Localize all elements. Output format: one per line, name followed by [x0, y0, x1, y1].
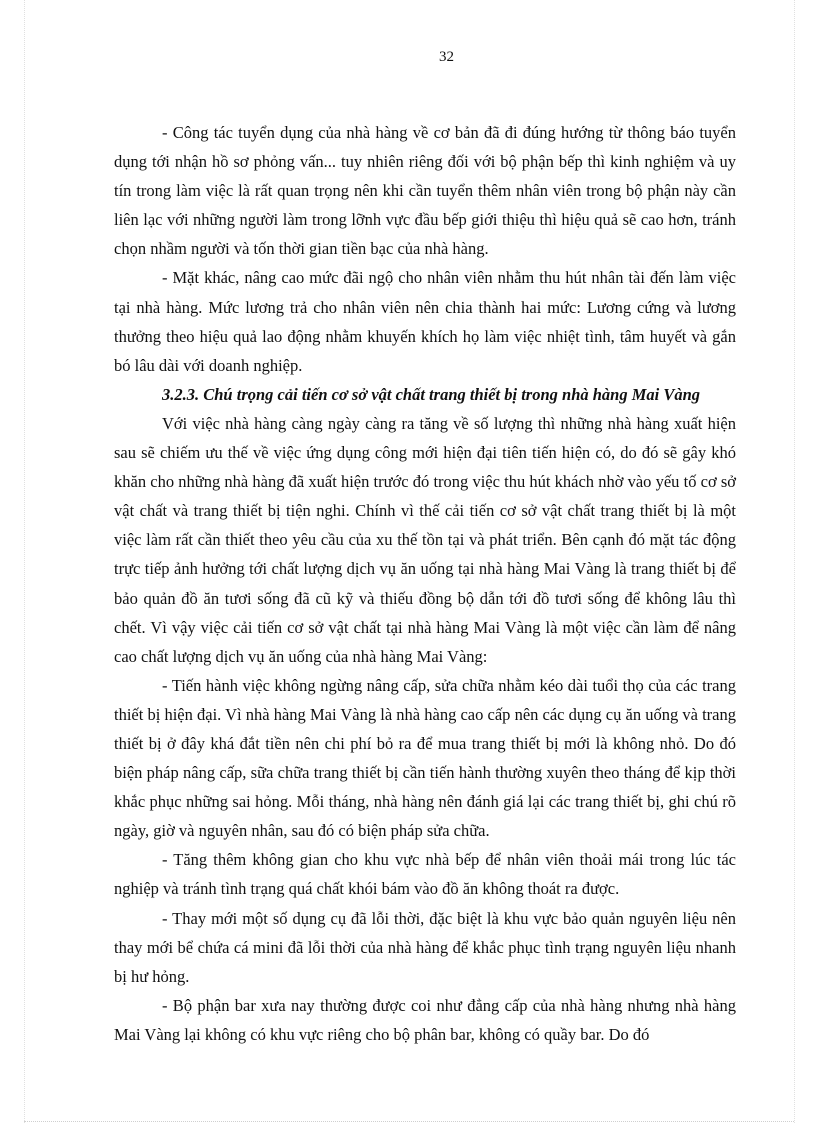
page-frame-right — [794, 0, 795, 1123]
page-number: 32 — [439, 49, 454, 65]
paragraph-bar-area: - Bộ phận bar xưa nay thường được coi như đẳng cấp của nhà hàng nhưng nhà hàng Mai Vàng lại không có khu vực riêng cho bộ phân bar, không có quầy bar. Do đó — [114, 995, 736, 1044]
section-heading: 3.2.3. Chú trọng cải tiến cơ sở vật chất trang thiết bị trong nhà hàng Mai Vàng — [162, 384, 701, 404]
paragraph-facilities-intro: Với việc nhà hàng càng ngày càng ra tăng về số lượng thì những nhà hàng xuất hiện sau sẽ chiếm ưu thế về việc ứng dụng công mới hiện đại tiên tiến hiện có, do đó sẽ gây khó khăn cho những nhà hàng đã xuất hiện trước đó trong việc thu hút khách nhờ vào yếu tố cơ sở vật chất và trang thiết bị tiện nghi. Chính vì thế cải tiến cơ sở vật chất trang thiết bị là một việc làm rất cần thiết theo yêu cầu của xu thế tồn tại và phát triển. Bên cạnh đó mặt tác động trực tiếp ảnh hưởng tới chất lượng dịch vụ ăn uống tại nhà hàng Mai Vàng là trang thiết bị để bảo quản đồ ăn tươi sống đã cũ kỹ và thiếu đồng bộ dẫn tới đồ tươi sống để không lâu thì chết. Vì vậy việc cải tiến cơ sở vật chất tại nhà hàng Mai Vàng là một việc cần làm để nâng cao chất lượng dịch vụ ăn uống của nhà hàng Mai Vàng: — [114, 413, 736, 666]
paragraph-upgrade-equipment: - Tiến hành việc không ngừng nâng cấp, sửa chữa nhằm kéo dài tuổi thọ của các trang thiết bị hiện đại. Vì nhà hàng Mai Vàng là nhà hàng cao cấp nên các dụng cụ ăn uống và trang thiết bị ở đây khá đắt tiền nên chi phí bỏ ra để mua trang thiết bị mới là không nhỏ. Do đó biện pháp nâng cấp, sữa chữa trang thiết bị cần tiến hành thường xuyên theo tháng để kịp thời khắc phục những sai hỏng. Mỗi tháng, nhà hàng nên đánh giá lại các trang thiết bị, ghi chú rõ ngày, giờ và nguyên nhân, sau đó có biện pháp sửa chữa. — [114, 675, 736, 841]
page-frame-left — [24, 0, 25, 1123]
paragraph-kitchen-space: - Tăng thêm không gian cho khu vực nhà bếp để nhân viên thoải mái trong lúc tác nghiệp và tránh tình trạng quá chất khói bám vào đồ ăn không thoát ra được. — [114, 850, 736, 899]
paragraph-recruitment: - Công tác tuyển dụng của nhà hàng về cơ bản đã đi đúng hướng từ thông báo tuyển dụng tới nhận hồ sơ phỏng vấn... tuy nhiên riêng đối với bộ phận bếp thì kinh nghiệm và uy tín trong làm việc là rất quan trọng nên khi cần tuyển thêm nhân viên trong bộ phận này cần liên lạc với những người làm trong lỡnh vực đầu bếp giới thiệu thì hiệu quả sẽ cao hơn, tránh chọn nhầm người và tốn thời gian tiền bạc của nhà hàng. — [114, 123, 736, 259]
page-frame-bottom — [24, 1121, 794, 1122]
paragraph-replace-tools: - Thay mới một số dụng cụ đã lỗi thời, đặc biệt là khu vực bảo quản nguyên liệu nên thay mới bể chứa cá mini đã lỗi thời của nhà hàng để khắc phục tình trạng nguyên liệu nhanh bị hư hỏng. — [114, 908, 736, 986]
document-body — [114, 118, 736, 1049]
paragraph-compensation: - Mặt khác, nâng cao mức đãi ngộ cho nhân viên nhằm thu hút nhân tài đến làm việc tại nhà hàng. Mức lương trả cho nhân viên nên chia thành hai mức: Lương cứng và lương thưởng theo hiệu quả lao động nhằm khuyến khích họ làm việc nhiệt tình, tâm huyết và gắn bó lâu dài với doanh nghiệp. — [114, 268, 736, 375]
